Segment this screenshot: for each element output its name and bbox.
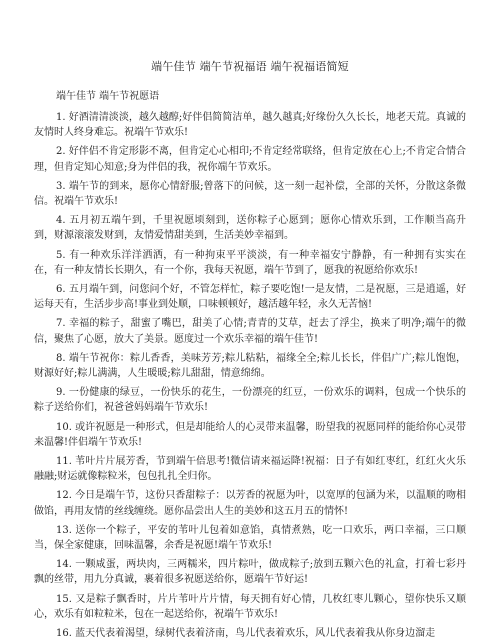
item-number: 13. <box>56 524 72 536</box>
item-number: 15. <box>56 593 72 605</box>
item-text: 好酒清清淡淡，越久越醇;好伴侣简简洁单，越久越真;好缘份久久长长，地老天荒。真诚的友情时人终身难忘。祝端午节欢乐! <box>34 112 466 139</box>
item-text: 苇叶片片展芳香，节到端午倍思考!微信请来福运降!祝福：日子有如红枣红，红红火火乐融融;财运就像粽粒米，包包扎扎全归你。 <box>34 456 466 483</box>
item-text: 五月初五端午到，千里祝愿顷刻到，送你粽子心愿到；愿你心情欢乐到，工作顺当高升到，财源滚滚发财到，友情爱情甜美到，生活美妙幸福到。 <box>34 215 466 242</box>
item-number: 4. <box>56 215 66 227</box>
item-number: 7. <box>56 318 66 330</box>
item-number: 9. <box>56 387 66 399</box>
item-number: 11. <box>56 456 72 468</box>
item-number: 12. <box>56 490 72 502</box>
blessing-item <box>34 488 466 518</box>
item-text: 或许祝愿是一种形式，但是却能给人的心灵带来温馨，盼望我的祝愿同样的能给你心灵带来温馨!伴侣端午节欢乐! <box>34 421 466 448</box>
blessing-item <box>34 213 466 243</box>
item-text: 又是粽子飘香时，片片苇叶片片情，每天拥有好心情，几枚红枣儿颗心，望你快乐又顺心，欢乐有如粒粒米，包在一起送给你，祝端午节欢乐! <box>34 593 466 620</box>
blessing-item <box>34 626 466 641</box>
item-number: 2. <box>56 146 66 158</box>
blessing-item <box>34 144 466 174</box>
document-subtitle: 端午佳节 端午节祝愿语 <box>56 91 160 102</box>
item-text: 端午节祝你：粽儿香香，美味芳芳;粽儿粘粘，福缘全全;粽儿长长，伴侣广广;粽儿饱饱，财源好好;粽儿满满，人生暖暖;粽儿甜甜，情意绵绵。 <box>34 352 466 380</box>
item-text: 蓝天代表着渴望，绿树代表着济南，鸟儿代表着欢乐，风儿代表着我从你身边溜走 <box>75 628 436 640</box>
item-number: 10. <box>56 421 72 433</box>
item-text: 五月端午到，问您问个好，不管怎样忙，粽子要吃饱!一是友情，二是祝愿，三是逍遥，好运每天有，生活步步高!事业到处顺，口味顿顿好，越活越年轻，永久无苦恼! <box>34 284 466 311</box>
blessing-item <box>34 420 466 450</box>
blessing-item <box>34 351 466 381</box>
item-number: 16. <box>56 628 72 640</box>
blessing-item <box>34 316 466 346</box>
item-number: 3. <box>56 180 66 192</box>
item-number: 8. <box>56 352 66 364</box>
item-text: 端午节的到来，愿你心情舒服;曾落下的问候，这一刻一起补偿，全部的关怀，分散这条微信。祝端午节欢乐! <box>34 180 466 208</box>
item-number: 1. <box>56 112 66 123</box>
blessing-item <box>34 110 466 140</box>
item-text: 一份健康的绿豆，一份快乐的花生，一份漂亮的红豆，一份欢乐的调料，包成一个快乐的粽子送给你们，祝爸爸妈妈端午节欢乐! <box>34 387 467 414</box>
blessing-item <box>34 248 466 278</box>
item-text: 幸福的粽子，甜蜜了嘴巴，甜美了心情;青青的艾草，赶去了浮尘，换来了明净;端午的微信，聚焦了心愿，放大了美景。愿度过一个欢乐幸福的端午佳节! <box>34 318 466 345</box>
blessing-list <box>34 110 466 641</box>
document-title: 端午佳节 端午节祝福语 端午祝福语简短 <box>151 60 349 73</box>
item-number: 14. <box>56 559 72 571</box>
blessing-item <box>34 179 466 209</box>
blessing-item <box>34 557 466 587</box>
item-text: 有一种欢乐洋洋洒洒，有一种拘束平平淡淡，有一种幸福安宁静静，有一种拥有实实在在，有一种友情长长期久，有一个你，我每天祝愿，端午节到了，愿我的祝愿给你欢乐! <box>34 249 466 276</box>
item-text: 送你一个粽子，平安的苇叶儿包着如意馅，真情煮熟，吃一口欢乐，两口幸福，三口顺当，保全家健康，回味温馨，余香是祝愿!端午节欢乐! <box>34 524 466 552</box>
item-number: 5. <box>56 249 66 261</box>
blessing-item <box>34 282 466 312</box>
item-text: 一颗咸蛋，两块肉，三两糯米，四片粽叶，做成粽子;放到五颗六色的礼盒，打着七彩丹飘的丝带，用九分真诚，裹着很多祝愿送给你，愿端午节好运! <box>34 559 466 586</box>
blessing-item <box>34 523 466 553</box>
blessing-item <box>34 385 466 415</box>
item-text: 今日是端午节，这份只香甜粽子：以芳香的祝愿为叶，以宽厚的包涵为米，以温顺的吻相做馅，再用友情的丝线缠绕。愿你品尝出人生的美妙和这五月五的情怀! <box>34 490 466 517</box>
item-number: 6. <box>56 284 66 296</box>
item-text: 好伴侣不肯定形影不离，但肯定心心相印;不肯定经常联络，但肯定放在心上;不肯定合情合理，但肯定知心知意;身为伴侣的我，祝你端午节欢乐。 <box>34 146 466 173</box>
blessing-item <box>34 592 466 622</box>
blessing-item <box>34 454 466 484</box>
